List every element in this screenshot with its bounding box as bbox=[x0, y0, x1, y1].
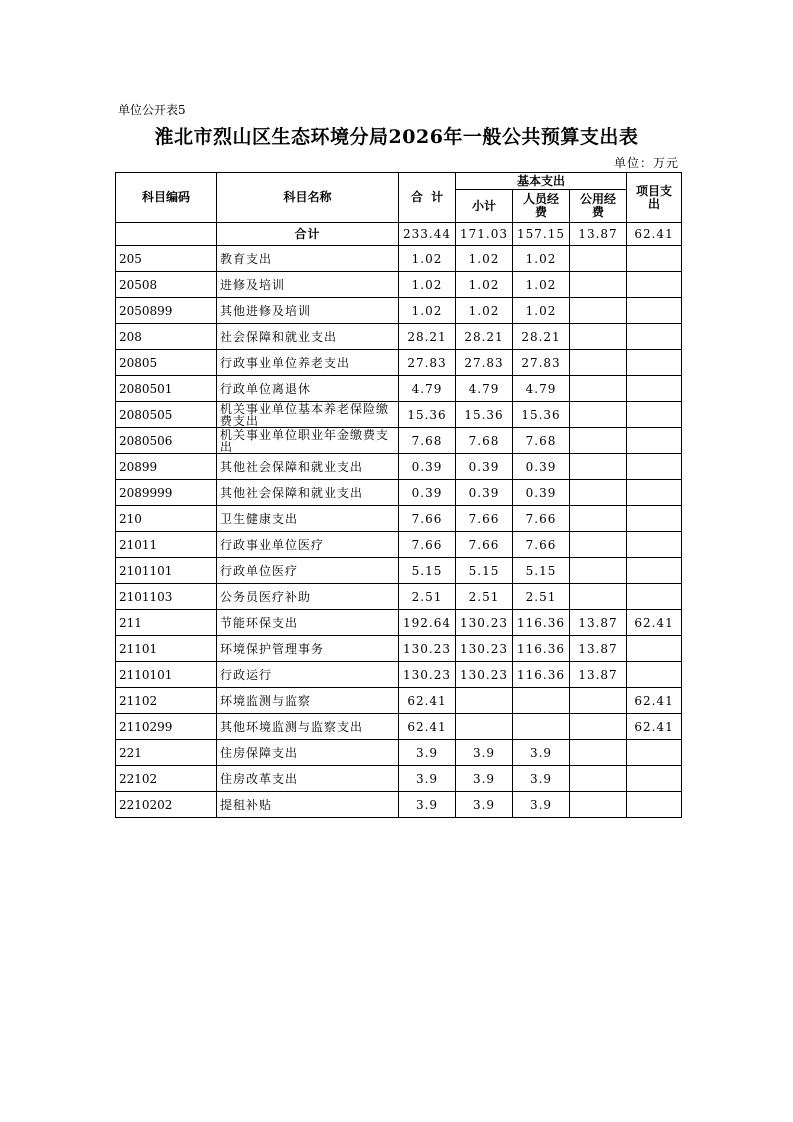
project-cell: 62.41 bbox=[627, 223, 682, 246]
total-row bbox=[116, 223, 682, 246]
table-row bbox=[116, 402, 682, 428]
total-cell: 7.66 bbox=[399, 532, 456, 558]
total-cell: 192.64 bbox=[399, 610, 456, 636]
name-cell: 卫生健康支出 bbox=[217, 506, 399, 532]
code-cell: 205 bbox=[116, 246, 217, 272]
public-cell bbox=[570, 506, 627, 532]
personnel-cell: 1.02 bbox=[513, 298, 570, 324]
subtotal-cell: 130.23 bbox=[456, 610, 513, 636]
personnel-cell: 0.39 bbox=[513, 454, 570, 480]
name-cell: 行政运行 bbox=[217, 662, 399, 688]
code-cell: 20805 bbox=[116, 350, 217, 376]
personnel-cell: 3.9 bbox=[513, 766, 570, 792]
total-cell: 130.23 bbox=[399, 662, 456, 688]
name-cell: 环境保护管理事务 bbox=[217, 636, 399, 662]
project-cell bbox=[627, 506, 682, 532]
subtotal-cell: 3.9 bbox=[456, 792, 513, 818]
total-cell: 27.83 bbox=[399, 350, 456, 376]
code-cell: 21102 bbox=[116, 688, 217, 714]
name-cell: 其他社会保障和就业支出 bbox=[217, 454, 399, 480]
total-cell: 5.15 bbox=[399, 558, 456, 584]
subtotal-cell: 0.39 bbox=[456, 480, 513, 506]
name-cell: 公务员医疗补助 bbox=[217, 584, 399, 610]
public-cell bbox=[570, 454, 627, 480]
total-cell: 7.66 bbox=[399, 506, 456, 532]
public-cell bbox=[570, 532, 627, 558]
code-cell: 20899 bbox=[116, 454, 217, 480]
header-project: 项目支出 bbox=[627, 173, 682, 223]
name-cell: 提租补贴 bbox=[217, 792, 399, 818]
personnel-cell: 7.68 bbox=[513, 428, 570, 454]
project-cell: 62.41 bbox=[627, 688, 682, 714]
project-cell bbox=[627, 246, 682, 272]
personnel-cell: 5.15 bbox=[513, 558, 570, 584]
personnel-cell: 7.66 bbox=[513, 532, 570, 558]
public-cell bbox=[570, 688, 627, 714]
total-cell: 2.51 bbox=[399, 584, 456, 610]
total-cell: 15.36 bbox=[399, 402, 456, 428]
personnel-cell: 157.15 bbox=[513, 223, 570, 246]
project-cell: 62.41 bbox=[627, 610, 682, 636]
public-cell bbox=[570, 480, 627, 506]
public-cell bbox=[570, 766, 627, 792]
subtotal-cell: 7.66 bbox=[456, 506, 513, 532]
personnel-cell: 116.36 bbox=[513, 610, 570, 636]
total-cell: 28.21 bbox=[399, 324, 456, 350]
page-label: 单位公开表5 bbox=[118, 103, 186, 117]
total-cell: 62.41 bbox=[399, 714, 456, 740]
header-subtotal: 小计 bbox=[456, 190, 513, 223]
personnel-cell: 7.66 bbox=[513, 506, 570, 532]
subtotal-cell: 2.51 bbox=[456, 584, 513, 610]
total-cell: 233.44 bbox=[399, 223, 456, 246]
table-row bbox=[116, 610, 682, 636]
subtotal-cell: 1.02 bbox=[456, 272, 513, 298]
name-cell: 行政事业单位医疗 bbox=[217, 532, 399, 558]
code-cell: 2101103 bbox=[116, 584, 217, 610]
public-cell bbox=[570, 792, 627, 818]
code-cell: 21011 bbox=[116, 532, 217, 558]
total-cell: 0.39 bbox=[399, 454, 456, 480]
public-cell bbox=[570, 428, 627, 454]
name-cell: 其他社会保障和就业支出 bbox=[217, 480, 399, 506]
public-cell bbox=[570, 584, 627, 610]
personnel-cell: 116.36 bbox=[513, 662, 570, 688]
project-cell bbox=[627, 324, 682, 350]
name-cell: 机关事业单位职业年金缴费支出 bbox=[217, 428, 399, 454]
code-cell: 210 bbox=[116, 506, 217, 532]
name-cell: 行政单位医疗 bbox=[217, 558, 399, 584]
public-cell bbox=[570, 714, 627, 740]
personnel-cell: 2.51 bbox=[513, 584, 570, 610]
total-cell: 0.39 bbox=[399, 480, 456, 506]
code-cell: 2101101 bbox=[116, 558, 217, 584]
personnel-cell: 27.83 bbox=[513, 350, 570, 376]
total-cell: 1.02 bbox=[399, 272, 456, 298]
table-row bbox=[116, 636, 682, 662]
total-code-cell bbox=[116, 223, 217, 246]
name-cell: 行政事业单位养老支出 bbox=[217, 350, 399, 376]
total-cell: 7.68 bbox=[399, 428, 456, 454]
personnel-cell bbox=[513, 688, 570, 714]
header-name: 科目名称 bbox=[217, 173, 399, 223]
subtotal-cell: 0.39 bbox=[456, 454, 513, 480]
table-row bbox=[116, 480, 682, 506]
table-row bbox=[116, 558, 682, 584]
total-cell: 3.9 bbox=[399, 792, 456, 818]
public-cell bbox=[570, 402, 627, 428]
code-cell: 22102 bbox=[116, 766, 217, 792]
personnel-cell: 3.9 bbox=[513, 740, 570, 766]
code-cell: 2089999 bbox=[116, 480, 217, 506]
public-cell: 13.87 bbox=[570, 610, 627, 636]
public-cell bbox=[570, 272, 627, 298]
project-cell: 62.41 bbox=[627, 714, 682, 740]
table-row bbox=[116, 350, 682, 376]
personnel-cell: 116.36 bbox=[513, 636, 570, 662]
name-cell: 环境监测与监察 bbox=[217, 688, 399, 714]
public-cell bbox=[570, 740, 627, 766]
table-row bbox=[116, 662, 682, 688]
code-cell: 2210202 bbox=[116, 792, 217, 818]
subtotal-cell: 171.03 bbox=[456, 223, 513, 246]
personnel-cell: 4.79 bbox=[513, 376, 570, 402]
table-row bbox=[116, 324, 682, 350]
personnel-cell: 1.02 bbox=[513, 272, 570, 298]
total-cell: 1.02 bbox=[399, 246, 456, 272]
public-cell: 13.87 bbox=[570, 662, 627, 688]
project-cell bbox=[627, 662, 682, 688]
code-cell: 211 bbox=[116, 610, 217, 636]
name-cell: 其他环境监测与监察支出 bbox=[217, 714, 399, 740]
code-cell: 20508 bbox=[116, 272, 217, 298]
project-cell bbox=[627, 792, 682, 818]
project-cell bbox=[627, 766, 682, 792]
personnel-cell: 3.9 bbox=[513, 792, 570, 818]
project-cell bbox=[627, 740, 682, 766]
code-cell: 21101 bbox=[116, 636, 217, 662]
header-total: 合 计 bbox=[399, 173, 456, 223]
total-label: 合计 bbox=[217, 223, 399, 246]
header-basic: 基本支出 bbox=[456, 173, 627, 190]
subtotal-cell: 7.66 bbox=[456, 532, 513, 558]
table-row bbox=[116, 506, 682, 532]
subtotal-cell: 4.79 bbox=[456, 376, 513, 402]
subtotal-cell bbox=[456, 714, 513, 740]
public-cell bbox=[570, 350, 627, 376]
table-row bbox=[116, 688, 682, 714]
subtotal-cell bbox=[456, 688, 513, 714]
public-cell bbox=[570, 324, 627, 350]
name-cell: 社会保障和就业支出 bbox=[217, 324, 399, 350]
table-row bbox=[116, 714, 682, 740]
project-cell bbox=[627, 428, 682, 454]
table-row bbox=[116, 454, 682, 480]
unit-label: 单位：万元 bbox=[613, 156, 679, 170]
total-cell: 3.9 bbox=[399, 766, 456, 792]
name-cell: 行政单位离退休 bbox=[217, 376, 399, 402]
personnel-cell: 0.39 bbox=[513, 480, 570, 506]
table-row bbox=[116, 532, 682, 558]
name-cell: 机关事业单位基本养老保险缴费支出 bbox=[217, 402, 399, 428]
code-cell: 221 bbox=[116, 740, 217, 766]
subtotal-cell: 3.9 bbox=[456, 766, 513, 792]
table-row bbox=[116, 246, 682, 272]
code-cell: 2110299 bbox=[116, 714, 217, 740]
project-cell bbox=[627, 454, 682, 480]
project-cell bbox=[627, 584, 682, 610]
public-cell bbox=[570, 298, 627, 324]
code-cell: 2080501 bbox=[116, 376, 217, 402]
table-row bbox=[116, 584, 682, 610]
subtotal-cell: 5.15 bbox=[456, 558, 513, 584]
total-cell: 1.02 bbox=[399, 298, 456, 324]
subtotal-cell: 1.02 bbox=[456, 246, 513, 272]
table-row bbox=[116, 792, 682, 818]
personnel-cell bbox=[513, 714, 570, 740]
project-cell bbox=[627, 272, 682, 298]
total-cell: 62.41 bbox=[399, 688, 456, 714]
budget-table bbox=[115, 172, 682, 818]
subtotal-cell: 7.68 bbox=[456, 428, 513, 454]
personnel-cell: 1.02 bbox=[513, 246, 570, 272]
name-cell: 其他进修及培训 bbox=[217, 298, 399, 324]
name-cell: 教育支出 bbox=[217, 246, 399, 272]
subtotal-cell: 130.23 bbox=[456, 636, 513, 662]
name-cell: 住房保障支出 bbox=[217, 740, 399, 766]
subtotal-cell: 1.02 bbox=[456, 298, 513, 324]
table-row bbox=[116, 376, 682, 402]
subtotal-cell: 3.9 bbox=[456, 740, 513, 766]
public-cell bbox=[570, 558, 627, 584]
personnel-cell: 28.21 bbox=[513, 324, 570, 350]
subtotal-cell: 28.21 bbox=[456, 324, 513, 350]
subtotal-cell: 15.36 bbox=[456, 402, 513, 428]
project-cell bbox=[627, 532, 682, 558]
table-row bbox=[116, 272, 682, 298]
code-cell: 2080505 bbox=[116, 402, 217, 428]
project-cell bbox=[627, 480, 682, 506]
public-cell bbox=[570, 246, 627, 272]
code-cell: 208 bbox=[116, 324, 217, 350]
header-code: 科目编码 bbox=[116, 173, 217, 223]
personnel-cell: 15.36 bbox=[513, 402, 570, 428]
subtotal-cell: 130.23 bbox=[456, 662, 513, 688]
name-cell: 住房改革支出 bbox=[217, 766, 399, 792]
public-cell bbox=[570, 376, 627, 402]
code-cell: 2050899 bbox=[116, 298, 217, 324]
project-cell bbox=[627, 558, 682, 584]
table-row bbox=[116, 298, 682, 324]
code-cell: 2080506 bbox=[116, 428, 217, 454]
table-row bbox=[116, 740, 682, 766]
total-cell: 130.23 bbox=[399, 636, 456, 662]
total-cell: 3.9 bbox=[399, 740, 456, 766]
table-row bbox=[116, 766, 682, 792]
project-cell bbox=[627, 298, 682, 324]
public-cell: 13.87 bbox=[570, 636, 627, 662]
total-cell: 4.79 bbox=[399, 376, 456, 402]
public-cell: 13.87 bbox=[570, 223, 627, 246]
code-cell: 2110101 bbox=[116, 662, 217, 688]
project-cell bbox=[627, 350, 682, 376]
subtotal-cell: 27.83 bbox=[456, 350, 513, 376]
header-personnel: 人员经费 bbox=[513, 190, 570, 223]
page-title: 淮北市烈山区生态环境分局2026年一般公共预算支出表 bbox=[154, 126, 639, 148]
name-cell: 进修及培训 bbox=[217, 272, 399, 298]
project-cell bbox=[627, 402, 682, 428]
header-public: 公用经费 bbox=[570, 190, 627, 223]
table-row bbox=[116, 428, 682, 454]
project-cell bbox=[627, 376, 682, 402]
name-cell: 节能环保支出 bbox=[217, 610, 399, 636]
project-cell bbox=[627, 636, 682, 662]
